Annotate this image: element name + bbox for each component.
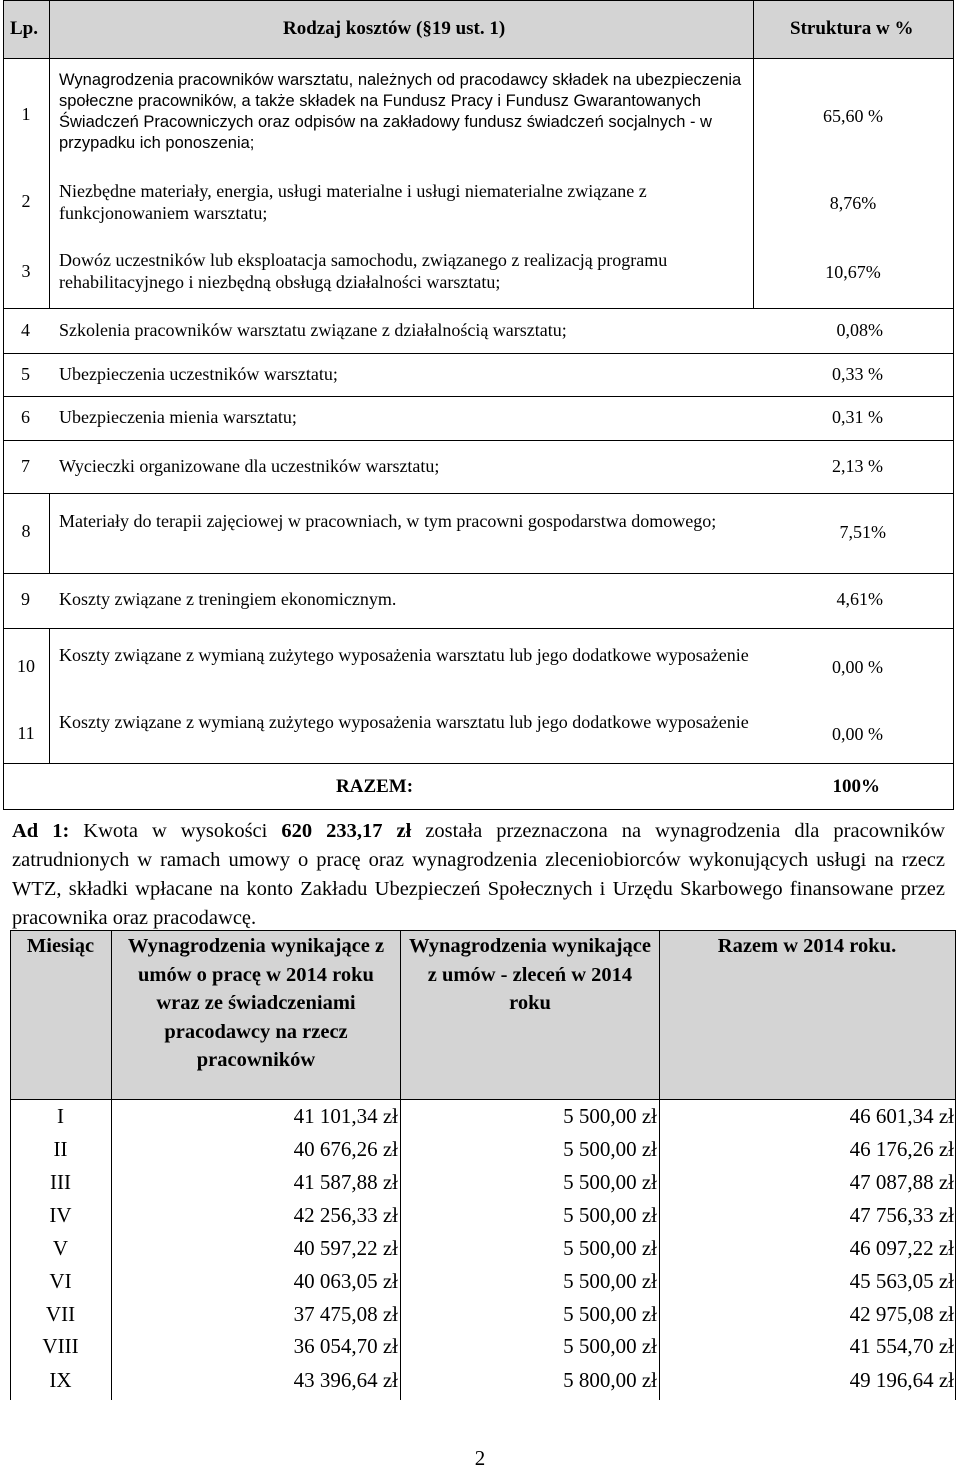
row-percentage: 0,33 % bbox=[832, 364, 883, 384]
employment-cell: 40 597,22 zł bbox=[293, 1236, 398, 1260]
total-cell: 46 601,34 zł bbox=[849, 1104, 954, 1128]
total-cell: 45 563,05 zł bbox=[849, 1269, 954, 1293]
header-cost-type: Rodzaj kosztów (§19 ust. 1) bbox=[283, 18, 506, 39]
month-cell: VIII bbox=[42, 1334, 79, 1358]
total-label: RAZEM: bbox=[336, 776, 414, 797]
contracts-cell: 5 500,00 zł bbox=[563, 1137, 657, 1161]
header-total: Razem w 2014 roku. bbox=[717, 935, 897, 957]
row-number: 3 bbox=[21, 261, 31, 281]
row-number: 8 bbox=[21, 521, 31, 541]
row-percentage: 10,67% bbox=[825, 262, 881, 282]
header-month: Miesiąc bbox=[26, 935, 95, 957]
total-cell: 46 097,22 zł bbox=[849, 1236, 954, 1260]
row-percentage: 0,31 % bbox=[832, 407, 883, 427]
contracts-cell: 5 500,00 zł bbox=[563, 1269, 657, 1293]
row-number: 6 bbox=[21, 407, 30, 427]
header-civil-contracts: Wynagrodzenia wynikające z umów - zleceń w 2014 roku bbox=[408, 935, 652, 1014]
row-description: Koszty związane z treningiem ekonomicznym. bbox=[59, 589, 397, 609]
total-cell: 46 176,26 zł bbox=[849, 1137, 954, 1161]
row-percentage: 8,76% bbox=[829, 193, 877, 213]
row-description: Ubezpieczenia mienia warsztatu; bbox=[59, 407, 297, 427]
paragraph-amount: 620 233,17 zł bbox=[281, 820, 412, 842]
row-number: 4 bbox=[21, 320, 30, 340]
month-cell: II bbox=[53, 1137, 68, 1161]
month-cell: VII bbox=[45, 1302, 76, 1326]
row-number: 11 bbox=[17, 723, 35, 743]
total-cell: 42 975,08 zł bbox=[849, 1302, 954, 1326]
paragraph-lead: Ad 1: bbox=[12, 820, 70, 842]
month-cell: V bbox=[52, 1236, 69, 1260]
total-cell: 47 756,33 zł bbox=[849, 1203, 954, 1227]
row-number: 7 bbox=[21, 456, 30, 476]
employment-cell: 40 676,26 zł bbox=[293, 1137, 398, 1161]
employment-cell: 37 475,08 zł bbox=[293, 1302, 398, 1326]
month-cell: III bbox=[50, 1170, 71, 1194]
row-number: 2 bbox=[21, 191, 31, 211]
total-cell: 49 196,64 zł bbox=[849, 1368, 954, 1392]
contracts-cell: 5 500,00 zł bbox=[563, 1170, 657, 1194]
employment-cell: 36 054,70 zł bbox=[293, 1334, 398, 1358]
row-description: Ubezpieczenia uczestników warsztatu; bbox=[59, 364, 338, 384]
total-cell: 47 087,88 zł bbox=[849, 1170, 954, 1194]
row-description: Koszty związane z wymianą zużytego wyposażenia warsztatu lub jego dodatkowe wyposażenie bbox=[59, 645, 749, 665]
header-structure: Struktura w % bbox=[790, 18, 914, 39]
header-employment-contracts: Wynagrodzenia wynikające z umów o pracę w 2014 roku wraz ze świadczeniami pracodawcy na rzecz pracowników bbox=[127, 935, 385, 1071]
month-cell: VI bbox=[49, 1269, 72, 1293]
employment-cell: 42 256,33 zł bbox=[293, 1203, 398, 1227]
row-number: 9 bbox=[21, 589, 30, 609]
row-number: 5 bbox=[21, 364, 30, 384]
row-percentage: 4,61% bbox=[836, 589, 883, 609]
month-cell: I bbox=[57, 1104, 64, 1128]
paragraph-text-b: została przeznaczona na wynagrodzenia dla pracowników zatrudnionych w ramach umowy o pracę oraz wynagrodzenia zleceniobiorców wykonujących usługi na rzecz WTZ, składki wpłacane na konto Zakładu Ubezpieczeń Społecznych i Urzędu Skarbowego finansowane przez pracownika oraz pracodawcę. bbox=[12, 820, 945, 929]
contracts-cell: 5 500,00 zł bbox=[563, 1302, 657, 1326]
row-description: Dowóz uczestników lub eksploatacja samochodu, związanego z realizacją programu rehabilitacyjnego i niezbędną obsługą działalności warsztatu; bbox=[59, 250, 668, 292]
page-number: 2 bbox=[474, 1446, 486, 1470]
employment-cell: 41 101,34 zł bbox=[293, 1104, 398, 1128]
contracts-cell: 5 500,00 zł bbox=[563, 1104, 657, 1128]
month-cell: IX bbox=[49, 1368, 72, 1392]
row-description: Wynagrodzenia pracowników warsztatu, należnych od pracodawcy składek na ubezpieczenia społeczne pracowników, a także składek na Fundusz Pracy i Fundusz Gwarantowanych Świadczeń Pracowniczych oraz odpisów na zakładowy fundusz świadczeń socjalnych - w przypadku ich ponoszenia; bbox=[59, 71, 742, 152]
total-cell: 41 554,70 zł bbox=[849, 1334, 954, 1358]
row-description: Niezbędne materiały, energia, usługi materialne i usługi niematerialne związane z funkcjonowaniem warsztatu; bbox=[59, 181, 647, 223]
row-description: Materiały do terapii zajęciowej w pracowniach, w tym pracowni gospodarstwa domowego; bbox=[59, 511, 717, 531]
contracts-cell: 5 500,00 zł bbox=[563, 1203, 657, 1227]
row-number: 10 bbox=[17, 656, 35, 676]
employment-cell: 41 587,88 zł bbox=[293, 1170, 398, 1194]
row-percentage: 2,13 % bbox=[832, 456, 883, 476]
row-percentage: 65,60 % bbox=[823, 106, 883, 126]
row-description: Wycieczki organizowane dla uczestników warsztatu; bbox=[59, 456, 440, 476]
paragraph-text-a: Kwota w wysokości bbox=[69, 820, 282, 842]
employment-cell: 40 063,05 zł bbox=[293, 1269, 398, 1293]
header-lp: Lp. bbox=[10, 18, 38, 39]
cost-structure-table bbox=[3, 0, 954, 810]
total-value: 100% bbox=[832, 776, 880, 797]
row-percentage: 7,51% bbox=[839, 522, 886, 542]
explanation-paragraph bbox=[12, 817, 945, 933]
row-description: Szkolenia pracowników warsztatu związane z działalnością warsztatu; bbox=[59, 320, 567, 340]
contracts-cell: 5 500,00 zł bbox=[563, 1236, 657, 1260]
contracts-cell: 5 500,00 zł bbox=[563, 1334, 657, 1358]
row-percentage: 0,00 % bbox=[832, 657, 883, 677]
contracts-cell: 5 800,00 zł bbox=[563, 1368, 657, 1392]
row-description: Koszty związane z wymianą zużytego wyposażenia warsztatu lub jego dodatkowe wyposażenie bbox=[59, 712, 749, 732]
row-percentage: 0,08% bbox=[836, 320, 883, 340]
row-number: 1 bbox=[21, 104, 31, 124]
month-cell: IV bbox=[49, 1203, 72, 1227]
employment-cell: 43 396,64 zł bbox=[293, 1368, 398, 1392]
row-percentage: 0,00 % bbox=[832, 724, 883, 744]
